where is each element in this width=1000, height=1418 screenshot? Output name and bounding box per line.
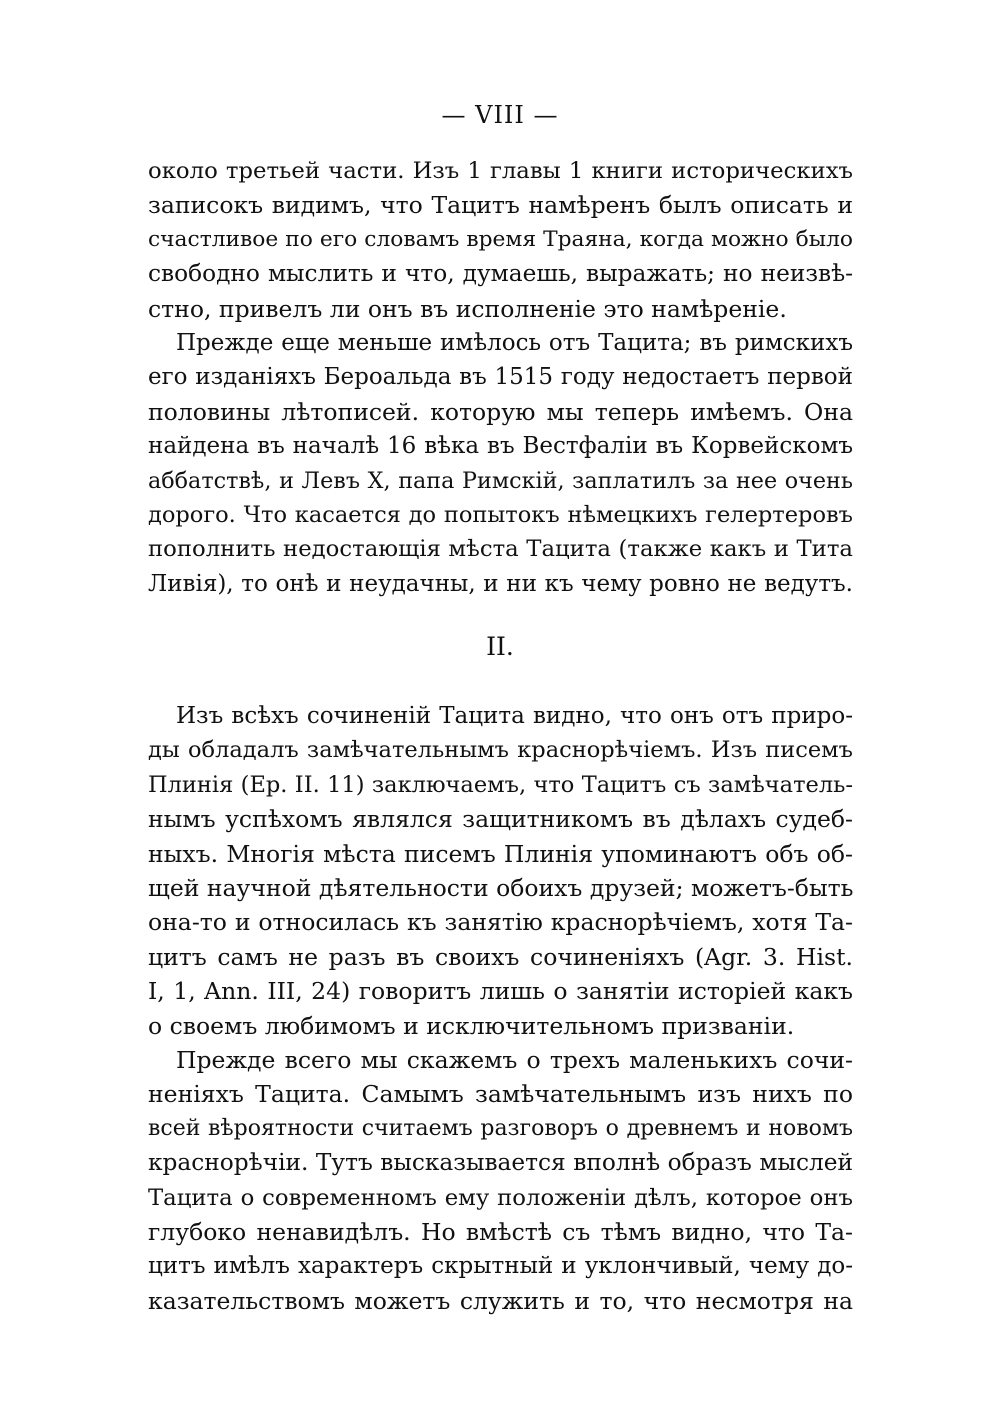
- text-line: цитъ самъ не разъ въ своихъ сочиненіяхъ (Agr. 3. Hist.: [148, 942, 853, 971]
- text-line: краснорѣчіи. Тутъ высказывается вполнѣ образъ мыслей: [148, 1149, 853, 1177]
- text-line: половины лѣтописей. которую мы теперь имѣемъ. Она: [148, 397, 853, 426]
- paragraph-4: [148, 1043, 853, 1318]
- text-line: цитъ имѣлъ характеръ скрытный и уклончивый, чему до-: [148, 1253, 853, 1280]
- text-line: Плинія (Ep. II. 11) заключаемъ, что Тацитъ съ замѣчатель-: [148, 771, 853, 798]
- text-line: найдена въ началѣ 16 вѣка въ Вестфаліи въ Корвейскомъ: [148, 433, 853, 460]
- paragraph-3: [148, 699, 853, 1043]
- paragraph-1: [148, 154, 853, 326]
- page-number: — VIII —: [441, 101, 559, 129]
- text-line: I, 1, Ann. III, 24) говоритъ лишь о занятіи исторіей какъ: [148, 977, 853, 1006]
- text-line: казательствомъ можетъ служить и то, что несмотря на: [148, 1286, 853, 1315]
- text-line: ды обладалъ замѣчательнымъ краснорѣчіемъ. Изъ писемъ: [148, 737, 853, 764]
- paragraph-2: [148, 326, 853, 601]
- text-line: записокъ видимъ, что Тацитъ намѣренъ былъ описать и: [148, 191, 853, 220]
- text-line: ныхъ. Многія мѣста писемъ Плинія упоминаютъ объ об-: [148, 839, 853, 868]
- text-line: глубоко ненавидѣлъ. Но вмѣстѣ съ тѣмъ видно, что Та-: [148, 1217, 853, 1246]
- text-line: Ливія), то онѣ и неудачны, и ни къ чему ровно не ведутъ.: [148, 570, 853, 597]
- text-line: аббатствѣ, и Левъ X, папа Римскій, заплатилъ за нее очень: [148, 467, 853, 494]
- text-line: свободно мыслить и что, думаешь, выражать; но неизвѣ-: [148, 260, 853, 288]
- text-line: Изъ всѣхъ сочиненій Тацита видно, что онъ отъ приро-: [176, 703, 853, 729]
- text-line: неніяхъ Тацита. Самымъ замѣчательнымъ изъ нихъ по: [148, 1080, 853, 1109]
- text-line: пополнить недостающія мѣста Тацита (также какъ и Тита: [148, 536, 853, 563]
- text-line: счастливое по его словамъ время Траяна, когда можно было: [148, 226, 853, 252]
- text-line: Тацита о современномъ ему положеніи дѣлъ, которое онъ: [148, 1184, 853, 1211]
- text-line: Прежде еще меньше имѣлось отъ Тацита; въ римскихъ: [176, 330, 853, 356]
- text-line: дорого. Что касается до попытокъ нѣмецкихъ гелертеровъ: [148, 501, 853, 528]
- text-line: стно, привелъ ли онъ въ исполненіе это намѣреніе.: [148, 294, 787, 323]
- text-line: его изданіяхъ Бероальда въ 1515 году недостаетъ первой: [148, 364, 853, 391]
- section-heading: II.: [486, 632, 514, 661]
- text-line: нымъ успѣхомъ являлся защитникомъ въ дѣлахъ судеб-: [148, 805, 853, 834]
- text-line: всей вѣроятности считаемъ разговоръ о древнемъ и новомъ: [148, 1115, 853, 1141]
- text-line: щей научной дѣятельности обоихъ друзей; можетъ-быть: [148, 873, 853, 902]
- text-line: о своемъ любимомъ и исключительномъ призваніи.: [148, 1011, 795, 1040]
- text-line: она-то и относилась къ занятію краснорѣчіемъ, хотя Та-: [148, 908, 853, 937]
- text-line: Прежде всего мы скажемъ о трехъ маленькихъ сочи-: [176, 1046, 853, 1074]
- text-line: около третьей части. Изъ 1 главы 1 книги историческихъ: [148, 158, 853, 184]
